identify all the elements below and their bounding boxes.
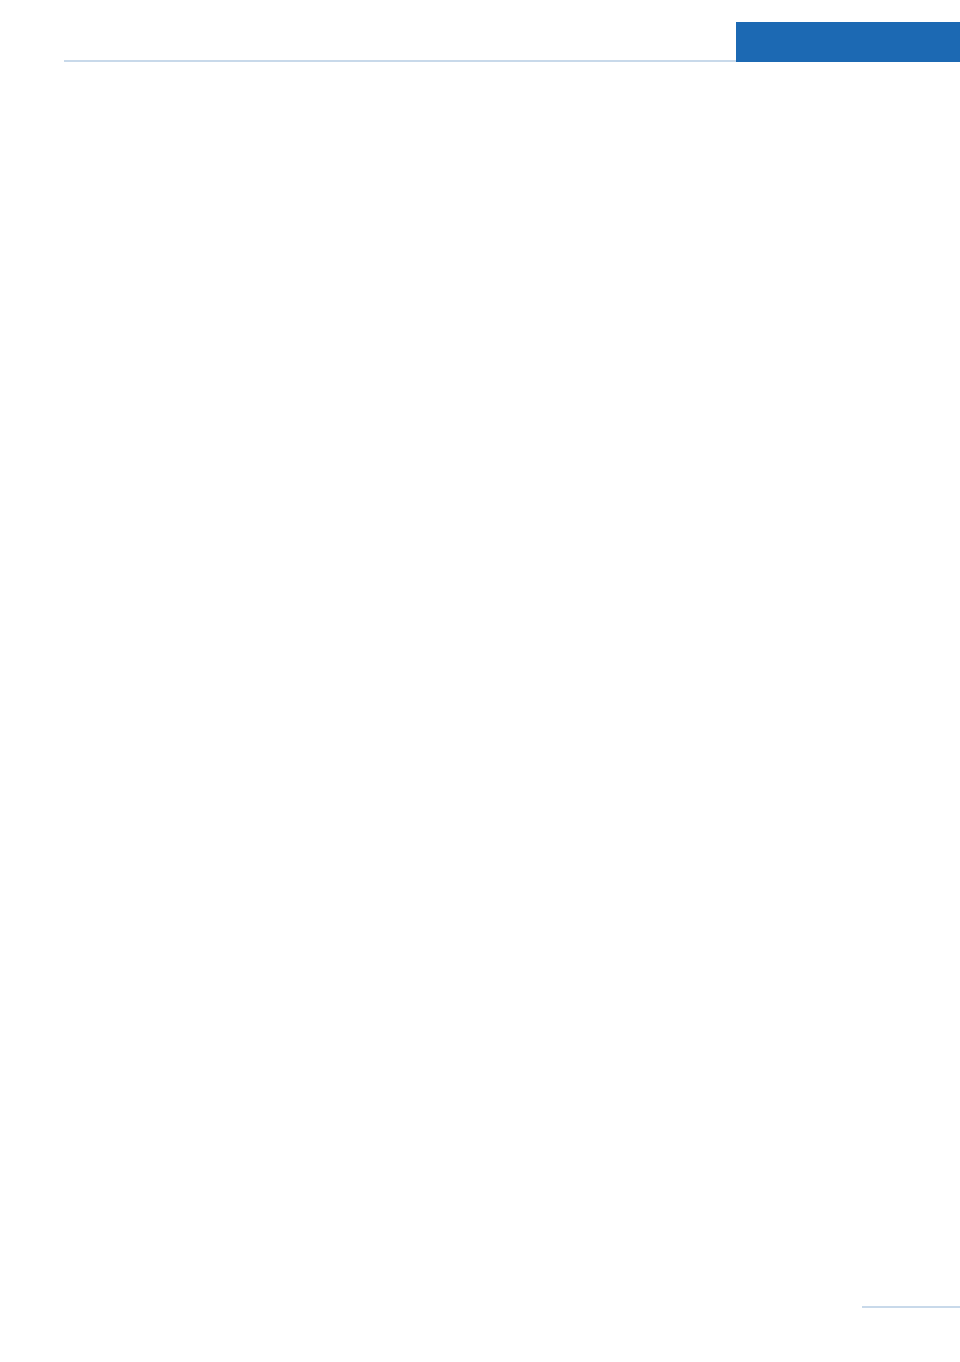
footer-rule — [862, 1306, 960, 1308]
chapter-tab — [736, 22, 960, 62]
page-content — [64, 104, 484, 119]
